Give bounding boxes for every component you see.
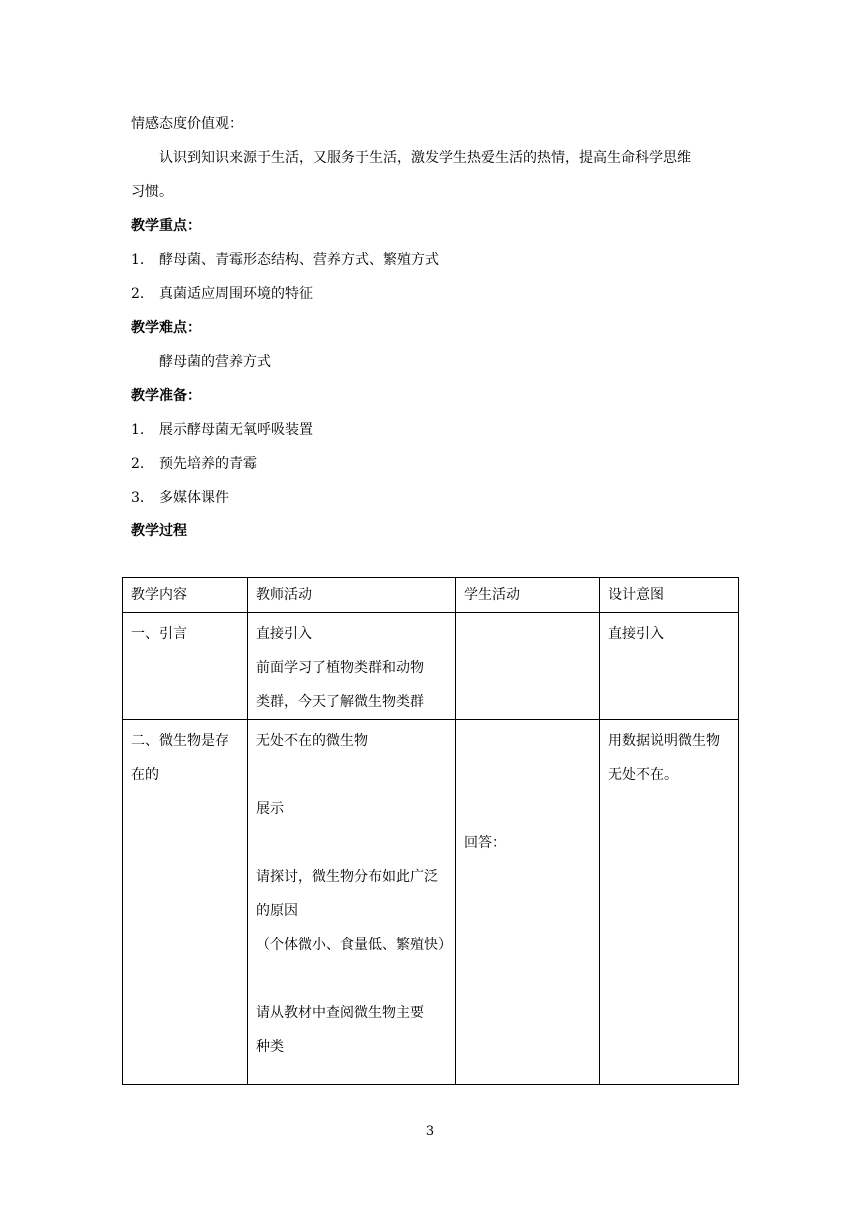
student-activity-cell bbox=[456, 613, 600, 720]
process-heading: 教学过程 bbox=[131, 523, 187, 539]
key-points-heading: 教学重点： bbox=[131, 218, 201, 234]
key-point-item bbox=[131, 250, 439, 270]
cell-text: 前面学习了植物类群和动物 bbox=[256, 660, 424, 676]
preparation-item bbox=[131, 454, 257, 474]
table-header-cell: 学生活动 bbox=[456, 578, 600, 613]
table-header-cell: 教学内容 bbox=[123, 578, 248, 613]
content-cell bbox=[123, 720, 248, 1085]
cell-text: 回答： bbox=[464, 835, 506, 851]
list-text: 预先培养的青霉 bbox=[159, 456, 257, 472]
cell-text: 种类 bbox=[256, 1039, 284, 1055]
preparation-heading: 教学准备： bbox=[131, 388, 201, 404]
cell-text: 请从教材中查阅微生物主要 bbox=[256, 1005, 424, 1021]
table-row bbox=[123, 613, 739, 720]
list-number: 3. bbox=[131, 490, 145, 506]
cell-text: 直接引入 bbox=[256, 626, 312, 642]
key-point-item bbox=[131, 284, 313, 304]
list-text: 展示酵母菌无氧呼吸装置 bbox=[159, 422, 313, 438]
table-row bbox=[123, 720, 739, 1085]
cell-text: 在的 bbox=[131, 767, 159, 783]
attitude-heading: 情感态度价值观： bbox=[131, 116, 243, 132]
cell-text: 二、微生物是存 bbox=[131, 733, 229, 749]
design-intent-cell bbox=[600, 720, 739, 1085]
cell-text: 用数据说明微生物 bbox=[608, 733, 720, 749]
cell-text: 展示 bbox=[256, 801, 284, 817]
attitude-text-line1: 认识到知识来源于生活，又服务于生活，激发学生热爱生活的热情，提高生命科学思维 bbox=[159, 150, 691, 166]
cell-text: 无处不在。 bbox=[608, 767, 678, 783]
difficult-points-heading: 教学难点： bbox=[131, 320, 201, 336]
cell-text: （个体微小、食量低、繁殖快） bbox=[256, 937, 452, 953]
list-text: 多媒体课件 bbox=[159, 490, 229, 506]
list-text: 酵母菌、青霉形态结构、营养方式、繁殖方式 bbox=[159, 252, 439, 268]
cell-text: 请探讨，微生物分布如此广泛 bbox=[256, 869, 438, 885]
cell-text: 的原因 bbox=[256, 903, 298, 919]
preparation-item bbox=[131, 420, 313, 440]
cell-text: 类群，今天了解微生物类群 bbox=[256, 694, 424, 710]
list-number: 2. bbox=[131, 456, 145, 472]
list-number: 2. bbox=[131, 286, 145, 302]
cell-text: 无处不在的微生物 bbox=[256, 733, 368, 749]
lesson-process-table bbox=[122, 577, 739, 1085]
list-text: 真菌适应周围环境的特征 bbox=[159, 286, 313, 302]
table-header-cell: 设计意图 bbox=[600, 578, 739, 613]
preparation-item bbox=[131, 488, 229, 508]
table-header-row bbox=[123, 578, 739, 613]
design-intent-cell: 直接引入 bbox=[600, 613, 739, 720]
student-activity-cell bbox=[456, 720, 600, 1085]
teacher-activity-cell bbox=[248, 720, 456, 1085]
teacher-activity-cell bbox=[248, 613, 456, 720]
table-header-cell: 教师活动 bbox=[248, 578, 456, 613]
list-number: 1. bbox=[131, 252, 145, 268]
content-cell: 一、引言 bbox=[123, 613, 248, 720]
page-number: 3 bbox=[425, 1124, 435, 1139]
difficult-point-text: 酵母菌的营养方式 bbox=[159, 354, 271, 370]
attitude-text-line2: 习惯。 bbox=[131, 184, 173, 200]
list-number: 1. bbox=[131, 422, 145, 438]
